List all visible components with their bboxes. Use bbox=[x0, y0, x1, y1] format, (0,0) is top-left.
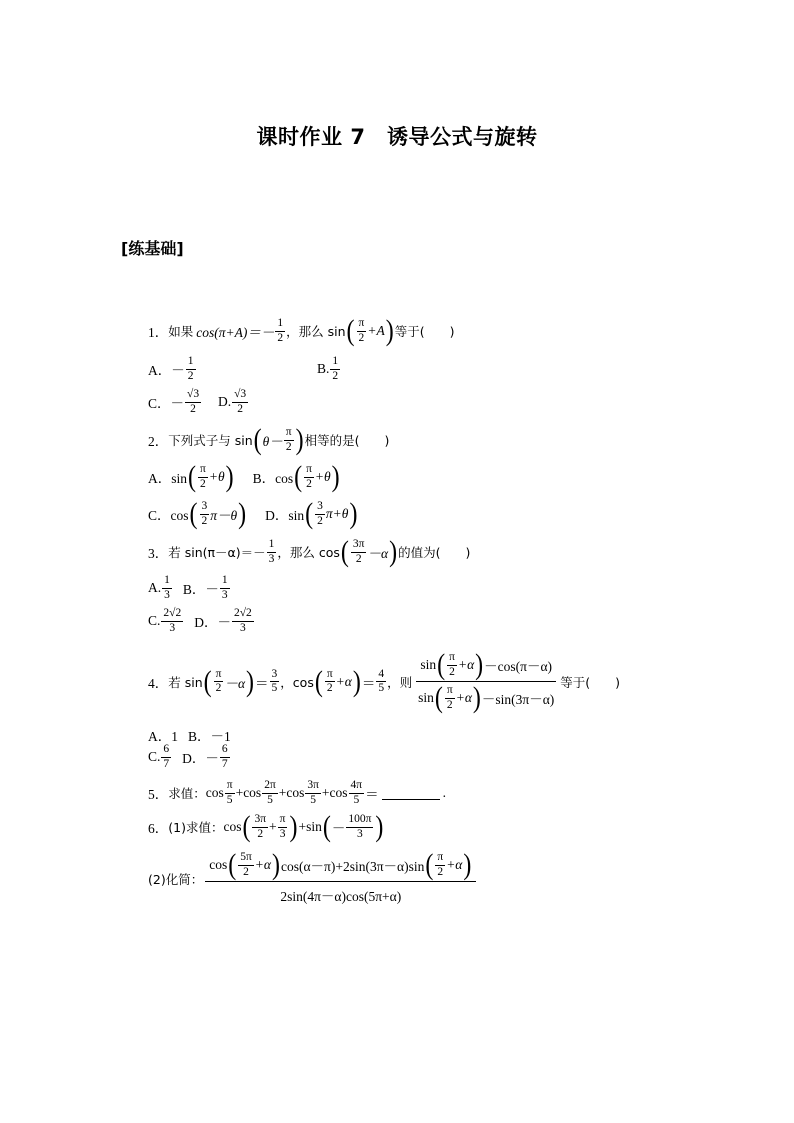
parenthesis: ( bbox=[253, 423, 262, 457]
denominator: 3 bbox=[164, 588, 170, 601]
math-text: C. bbox=[148, 749, 161, 764]
question-4-options-cd bbox=[148, 744, 231, 770]
math-text: C. bbox=[148, 613, 161, 628]
math-text: 若 sin(π－α)＝－ bbox=[168, 545, 266, 560]
denominator: 3 bbox=[221, 588, 228, 601]
fraction bbox=[238, 852, 254, 878]
denominator: 2 bbox=[306, 477, 312, 490]
question-3-options-ab bbox=[148, 575, 231, 601]
math-text: 相等的是( ) bbox=[304, 433, 390, 448]
denominator: 2 bbox=[326, 682, 333, 694]
math-text bbox=[416, 648, 556, 682]
math-text: －cos(π－α) bbox=[484, 659, 553, 674]
parenthesis: ( bbox=[305, 497, 314, 531]
math-text: 2． bbox=[148, 434, 169, 449]
numerator: π bbox=[447, 652, 457, 666]
parenthesis: ( bbox=[434, 681, 443, 715]
numerator: π bbox=[325, 669, 335, 683]
math-text: cos bbox=[205, 785, 224, 800]
numerator: π bbox=[304, 464, 314, 478]
fraction bbox=[232, 608, 254, 634]
math-text: +α bbox=[446, 857, 463, 872]
math-text: cos(π+A)＝－ bbox=[196, 325, 275, 340]
math-text: sin bbox=[420, 657, 437, 672]
math-text: 6． bbox=[148, 821, 169, 836]
math-text: B．cos bbox=[252, 471, 294, 486]
numerator: 3π bbox=[305, 780, 321, 794]
answer-blank[interactable] bbox=[382, 787, 440, 800]
math-text: D．－ bbox=[194, 615, 231, 630]
math-text: +α bbox=[254, 857, 271, 872]
math-text: B．－1 bbox=[188, 729, 231, 744]
denominator: 2 bbox=[257, 827, 264, 840]
math-text: A．sin bbox=[148, 471, 188, 486]
math-text: + bbox=[269, 819, 277, 834]
math-text: 4． bbox=[148, 675, 169, 691]
fraction bbox=[435, 852, 445, 878]
numerator: 3 bbox=[270, 669, 280, 683]
fraction bbox=[284, 427, 294, 453]
math-text: D．sin bbox=[265, 508, 305, 523]
denominator: 5 bbox=[271, 682, 278, 694]
numerator: π bbox=[284, 427, 294, 441]
fraction bbox=[185, 389, 201, 415]
parenthesis: ) bbox=[472, 681, 481, 715]
math-text: A. bbox=[148, 580, 162, 595]
fraction bbox=[252, 814, 268, 840]
numerator: 2√2 bbox=[232, 608, 254, 622]
parenthesis: ) bbox=[352, 665, 361, 698]
fraction bbox=[270, 669, 280, 695]
parenthesis: ( bbox=[314, 665, 323, 698]
denominator: 3 bbox=[239, 621, 246, 634]
parenthesis: ) bbox=[289, 810, 298, 844]
question-2-options-cd bbox=[148, 497, 358, 531]
numerator: π bbox=[278, 814, 288, 828]
question-6-part-1 bbox=[148, 810, 384, 844]
fraction bbox=[445, 685, 455, 711]
question-3 bbox=[148, 535, 471, 569]
math-text: －α bbox=[367, 546, 389, 561]
numerator: 1 bbox=[162, 575, 172, 589]
math-text: 3． bbox=[148, 546, 169, 561]
fraction bbox=[275, 318, 285, 344]
parenthesis: ) bbox=[331, 460, 340, 494]
parenthesis: ( bbox=[340, 535, 349, 569]
question-1-option-a bbox=[148, 356, 197, 382]
question-6-part-2 bbox=[148, 848, 478, 905]
math-text: +α bbox=[455, 690, 472, 705]
fraction bbox=[346, 814, 373, 840]
denominator: 2 bbox=[277, 331, 284, 344]
parenthesis: ) bbox=[389, 535, 398, 569]
math-text: － bbox=[331, 821, 346, 836]
math-text: +cos bbox=[321, 785, 348, 800]
numerator: 6 bbox=[161, 744, 171, 758]
math-text: ，cos bbox=[280, 674, 314, 690]
math-text: A．1 bbox=[148, 729, 178, 744]
denominator: 5 bbox=[267, 793, 273, 806]
question-4 bbox=[148, 648, 621, 715]
parenthesis: ) bbox=[246, 665, 255, 698]
parenthesis: ) bbox=[463, 848, 472, 882]
denominator: 2 bbox=[237, 402, 244, 415]
math-text: sin bbox=[418, 690, 434, 705]
numerator: 1 bbox=[220, 575, 230, 589]
numerator: 3π bbox=[252, 814, 268, 828]
numerator: 2√2 bbox=[161, 608, 183, 622]
parenthesis: ) bbox=[475, 648, 484, 682]
math-text: . bbox=[442, 785, 446, 800]
fraction bbox=[162, 575, 172, 601]
fraction bbox=[325, 669, 335, 695]
fraction bbox=[200, 501, 210, 527]
denominator: 5 bbox=[378, 682, 385, 694]
parenthesis: ( bbox=[242, 810, 251, 844]
parenthesis: ( bbox=[437, 648, 446, 682]
math-text: ，则 bbox=[387, 674, 413, 690]
numerator: 4π bbox=[349, 780, 365, 794]
denominator: 2 bbox=[285, 440, 292, 453]
page-title: 课时作业 7 诱导公式与旋转 bbox=[256, 125, 538, 149]
parenthesis: ( bbox=[189, 497, 198, 531]
math-text: +cos bbox=[278, 785, 305, 800]
parenthesis: ( bbox=[425, 848, 434, 882]
math-text: －sin(3π－α) bbox=[481, 692, 555, 707]
parenthesis: ) bbox=[349, 497, 358, 531]
math-text: D．－ bbox=[182, 751, 219, 766]
question-2-options-ab bbox=[148, 460, 341, 494]
math-text bbox=[276, 882, 405, 905]
fraction bbox=[220, 744, 230, 770]
denominator: 2 bbox=[187, 369, 194, 382]
parenthesis: ) bbox=[238, 497, 247, 531]
numerator: 1 bbox=[330, 356, 340, 370]
math-text: 求值： bbox=[168, 786, 206, 801]
math-text: cos bbox=[223, 819, 242, 834]
fraction bbox=[304, 464, 314, 490]
math-text: C．－ bbox=[148, 396, 185, 411]
math-text: cos bbox=[209, 857, 228, 872]
math-text: ，那么 sin bbox=[286, 324, 346, 339]
denominator: 3 bbox=[279, 827, 286, 840]
question-3-options-cd bbox=[148, 608, 255, 634]
fraction bbox=[186, 356, 196, 382]
math-text: cos(α－π)+2sin(3π－α)sin bbox=[280, 859, 425, 874]
denominator: 3 bbox=[268, 552, 275, 565]
fraction bbox=[232, 389, 248, 415]
numerator: 1 bbox=[267, 539, 277, 553]
numerator: √3 bbox=[185, 389, 201, 403]
denominator: 2 bbox=[449, 665, 455, 678]
numerator: 1 bbox=[275, 318, 285, 332]
math-text: (2)化简： bbox=[148, 871, 204, 887]
math-text: 2sin(4π－α)cos(5π+α) bbox=[280, 889, 402, 904]
denominator: 2 bbox=[317, 514, 323, 527]
denominator: 3 bbox=[169, 621, 176, 634]
denominator: 2 bbox=[355, 552, 362, 565]
parenthesis: ) bbox=[225, 460, 234, 494]
fraction bbox=[305, 780, 321, 806]
denominator: 7 bbox=[163, 757, 170, 770]
parenthesis: ) bbox=[375, 810, 384, 844]
fraction bbox=[330, 356, 340, 382]
fraction bbox=[376, 669, 386, 695]
parenthesis: ) bbox=[385, 314, 394, 348]
fraction bbox=[161, 744, 171, 770]
parenthesis: ( bbox=[228, 848, 237, 882]
math-text: B. bbox=[317, 361, 330, 376]
parenthesis: ) bbox=[295, 423, 304, 457]
denominator: 5 bbox=[310, 793, 317, 806]
numerator: π bbox=[225, 780, 235, 794]
numerator: 100π bbox=[346, 814, 373, 828]
numerator: 3π bbox=[351, 539, 367, 553]
numerator: 1 bbox=[186, 356, 196, 370]
math-text: 5． bbox=[148, 787, 169, 802]
math-text: ，那么 cos bbox=[277, 545, 340, 560]
fraction bbox=[278, 814, 288, 840]
numerator: 3 bbox=[200, 501, 210, 515]
math-text: A．－ bbox=[148, 363, 185, 378]
numerator: 5π bbox=[238, 852, 254, 866]
math-text: (1)求值： bbox=[168, 820, 224, 835]
math-text: ＝ bbox=[361, 675, 376, 691]
question-1-option-d bbox=[218, 389, 249, 415]
math-text: ＝ bbox=[255, 675, 269, 691]
fraction bbox=[220, 575, 230, 601]
math-text bbox=[205, 848, 476, 882]
math-text: +A bbox=[367, 323, 385, 338]
math-text: 1． bbox=[148, 325, 169, 340]
fraction bbox=[351, 539, 367, 565]
section-heading: [练基础] bbox=[121, 239, 184, 258]
parenthesis: ( bbox=[188, 460, 197, 494]
denominator: 2 bbox=[201, 514, 208, 527]
denominator: 2 bbox=[200, 477, 206, 490]
question-1 bbox=[148, 314, 455, 348]
math-text: +θ bbox=[314, 469, 331, 484]
math-text: +θ bbox=[208, 469, 225, 484]
compound-fraction bbox=[414, 648, 558, 715]
denominator: 5 bbox=[353, 793, 360, 806]
math-text: π+θ bbox=[325, 506, 349, 521]
math-text: C．cos bbox=[148, 508, 189, 523]
fraction bbox=[225, 780, 235, 806]
denominator: 2 bbox=[215, 682, 222, 694]
question-4-options-ab bbox=[148, 725, 231, 745]
math-text: 如果 bbox=[168, 324, 194, 339]
math-text: θ－ bbox=[262, 434, 283, 449]
parenthesis: ( bbox=[203, 665, 212, 698]
math-text: 的值为( ) bbox=[398, 545, 471, 560]
fraction bbox=[447, 652, 457, 678]
math-text bbox=[414, 681, 558, 715]
math-text: 等于( ) bbox=[560, 674, 621, 690]
compound-fraction bbox=[205, 848, 476, 905]
math-text: D. bbox=[218, 394, 232, 409]
numerator: π bbox=[198, 464, 208, 478]
math-text: +sin bbox=[298, 819, 322, 834]
parenthesis: ) bbox=[271, 848, 280, 882]
numerator: √3 bbox=[232, 389, 248, 403]
denominator: 2 bbox=[437, 865, 444, 878]
fraction bbox=[315, 501, 325, 527]
math-text: ＝ bbox=[365, 787, 379, 802]
math-text: 下列式子与 sin bbox=[168, 433, 253, 448]
math-text: +α bbox=[335, 673, 352, 689]
denominator: 2 bbox=[332, 369, 339, 382]
denominator: 2 bbox=[446, 698, 453, 711]
denominator: 2 bbox=[358, 331, 365, 344]
math-text: B．－ bbox=[182, 582, 219, 597]
math-text: +cos bbox=[235, 785, 262, 800]
numerator: 4 bbox=[376, 669, 386, 683]
denominator: 7 bbox=[221, 757, 228, 770]
numerator: π bbox=[214, 669, 224, 683]
question-2 bbox=[148, 423, 390, 457]
fraction bbox=[198, 464, 208, 490]
question-1-option-b bbox=[317, 356, 341, 382]
numerator: 2π bbox=[262, 780, 278, 794]
numerator: π bbox=[435, 852, 445, 866]
parenthesis: ( bbox=[294, 460, 303, 494]
parenthesis: ( bbox=[346, 314, 355, 348]
question-5 bbox=[148, 780, 446, 806]
math-text: －α bbox=[224, 675, 246, 691]
fraction bbox=[267, 539, 277, 565]
fraction bbox=[349, 780, 365, 806]
numerator: π bbox=[357, 318, 367, 332]
question-1-option-c bbox=[148, 389, 202, 415]
denominator: 3 bbox=[357, 827, 363, 840]
numerator: π bbox=[445, 685, 455, 699]
numerator: 3 bbox=[315, 501, 325, 515]
numerator: 6 bbox=[220, 744, 230, 758]
denominator: 2 bbox=[243, 865, 249, 878]
denominator: 5 bbox=[226, 793, 233, 806]
math-text: +α bbox=[457, 657, 475, 672]
math-text: 若 sin bbox=[168, 674, 203, 690]
fraction bbox=[357, 318, 367, 344]
denominator: 2 bbox=[190, 402, 196, 415]
math-text: π－θ bbox=[210, 508, 238, 523]
fraction bbox=[262, 780, 278, 806]
math-text: 等于( ) bbox=[394, 324, 455, 339]
fraction bbox=[161, 608, 183, 634]
fraction bbox=[214, 669, 224, 695]
parenthesis: ( bbox=[322, 810, 331, 844]
